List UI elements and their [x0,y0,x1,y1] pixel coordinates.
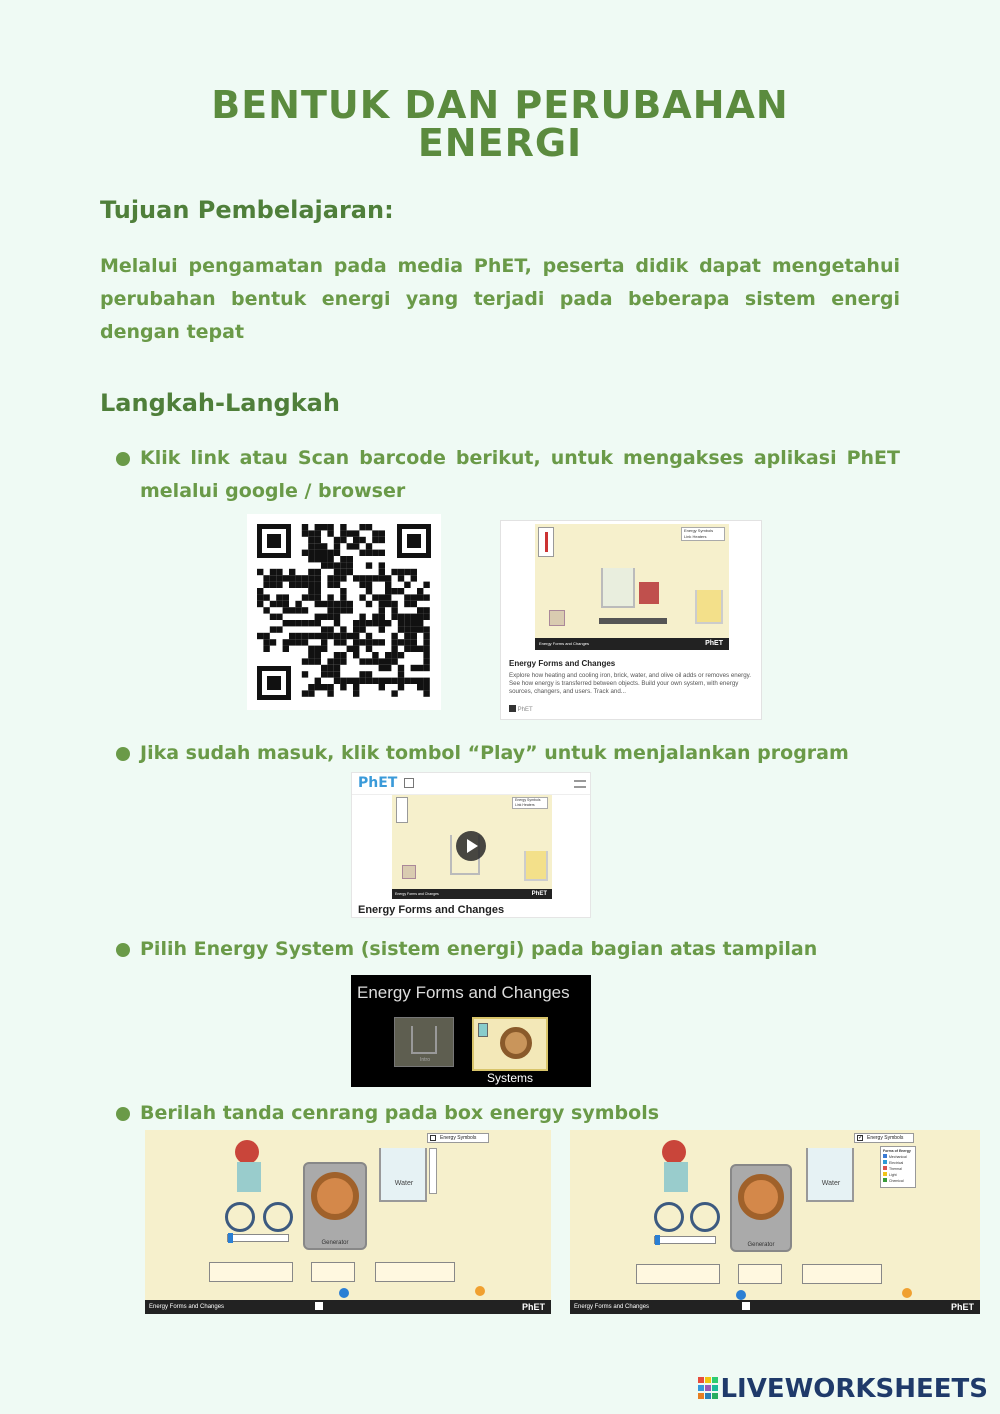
step-4-text: Berilah tanda cenrang pada box energy symbols [140,1102,660,1124]
legend-swatch [883,1178,887,1182]
sim-home-screen [351,975,591,1087]
energy-slider-thumb[interactable] [228,1233,233,1243]
generator-wheel-icon [311,1172,359,1220]
phet-play-card[interactable] [351,772,591,918]
wheel-icon [500,1027,532,1059]
intro-beaker-icon [411,1026,437,1054]
menu-icon[interactable] [574,780,586,788]
source-icon [509,705,516,712]
generator-label: Generator [747,1242,775,1248]
systems-screen-button[interactable] [472,1017,548,1071]
legend-label: Mechanical [889,1155,907,1159]
heater-shelf [599,618,667,624]
page-title [0,83,1000,165]
card-description: Explore how heating and cooling iron, brick, water, and olive oil adds or removes energy. See how energy is transferred between objects. Build your own system, with energy sources, changers, and users. Track and... [509,672,752,695]
bike-wheel-back-icon [225,1202,255,1232]
bike-wheel-front-icon [263,1202,293,1232]
legend-label: Electrical [889,1161,904,1165]
energy-symbols-label: Energy Symbols [440,1135,477,1141]
energy-symbols-panel [681,527,725,541]
bullet-3 [116,943,130,957]
systems-screenshot-unchecked [145,1130,551,1314]
generator-label: Generator [321,1240,349,1246]
bullet-4 [116,1107,130,1121]
beaker-oil [524,851,548,881]
home-icon[interactable] [742,1302,750,1310]
liveworksheets-logo[interactable] [698,1374,988,1404]
play-button[interactable] [456,831,486,861]
energy-symbols-checkbox[interactable] [854,1133,914,1143]
energy-sources-selector[interactable] [636,1264,720,1284]
energy-symbols-checkbox[interactable] [427,1133,489,1143]
card-title[interactable]: Energy Forms and Changes [509,659,616,668]
link-heaters-label: Link Heaters [684,534,707,539]
legend-swatch [883,1154,887,1158]
brick-block [639,582,659,604]
phet-bar-logo: PhET [705,640,723,647]
title-line-1: BENTUK DAN PERUBAHAN [211,83,789,127]
phet-header-logo: PhET [358,775,398,791]
sim-navbar [570,1300,980,1314]
systems-screen-label: Systems [486,1071,533,1085]
reset-button[interactable] [475,1286,485,1296]
checkbox-checked-icon: ✓ [858,1135,864,1141]
legend-swatch [883,1166,887,1170]
energy-converters-selector[interactable] [311,1262,355,1282]
energy-users-selector[interactable] [802,1264,882,1284]
link-heaters-label: Link Heaters [515,803,535,807]
legend-title: Forms of Energy [883,1149,911,1153]
forms-of-energy-legend [880,1146,916,1188]
phet-bar-logo: PhET [521,1302,545,1312]
phet-bar-logo: PhET [950,1302,974,1312]
generator-box [730,1164,792,1252]
faucet-icon [478,1023,488,1037]
generator-box [303,1162,367,1250]
card-source-label: PhET [517,707,533,713]
sim-navbar [535,638,729,650]
qr-code[interactable] [247,514,441,710]
liveworksheets-logo-text: LIVEWORKSHEETS [720,1374,988,1404]
phet-bar-logo: PhET [531,891,547,897]
reset-button[interactable] [902,1288,912,1298]
systems-screenshot-checked [570,1130,980,1314]
checkbox-empty-icon [430,1135,436,1141]
energy-slider[interactable] [654,1236,716,1244]
thermometer-icon [429,1148,437,1194]
cyclist-helmet-icon [662,1140,686,1164]
thermometer-icon [538,527,554,557]
play-icon [467,839,478,853]
phet-preview-card[interactable] [500,520,762,720]
sim-bar-label: Energy Forms and Changes [149,1304,225,1310]
intro-screen-label: Intro [419,1057,430,1063]
energy-converters-selector[interactable] [738,1264,782,1284]
bullet-2 [116,747,130,761]
home-screen-title: Energy Forms and Changes [357,983,570,1002]
energy-symbols-label: Energy Symbols [515,798,541,802]
step-3-text: Pilih Energy System (sistem energi) pada bagian atas tampilan [140,938,818,960]
beaker-oil [695,590,723,624]
water-beaker [379,1148,427,1202]
share-icon[interactable] [404,778,414,788]
energy-slider[interactable] [227,1234,289,1242]
pause-button[interactable] [736,1290,746,1300]
water-label: Water [821,1180,841,1187]
legend-label: Light [889,1173,897,1177]
step-1-text: Klik link atau Scan barcode berikut, untuk mengakses aplikasi PhET melalui google / browser [140,447,900,502]
generator-wheel-icon [738,1174,784,1220]
water-label: Water [394,1180,414,1187]
sim-preview-area [535,524,729,650]
legend-swatch [883,1160,887,1164]
energy-sources-selector[interactable] [209,1262,293,1282]
sim-bar-label: Energy Forms and Changes [574,1304,650,1310]
sim-navbar [392,889,552,899]
phet-header [352,773,591,795]
cyclist-body [237,1162,261,1192]
sim-navbar [145,1300,551,1314]
energy-symbols-label: Energy Symbols [867,1135,904,1141]
legend-label: Chemical [889,1179,904,1183]
steps-heading: Langkah-Langkah [100,389,340,417]
iron-block [402,865,416,879]
energy-symbols-panel [512,797,548,809]
legend-list [883,1154,913,1184]
energy-symbols-label: Energy Symbols [684,528,714,533]
intro-screen-button[interactable] [394,1017,454,1067]
sim-bar-label: Energy Forms and Changes [539,641,590,646]
thermometer-icon [396,797,408,823]
cyclist-helmet-icon [235,1140,259,1164]
bullet-1 [116,452,130,466]
pause-button[interactable] [339,1288,349,1298]
beaker-left [601,568,635,608]
legend-swatch [883,1172,887,1176]
play-card-caption: Energy Forms and Changes [358,904,505,916]
cyclist-body [664,1162,688,1192]
legend-item [883,1178,913,1184]
step-2-text: Jika sudah masuk, klik tombol “Play” untuk menjalankan program [140,742,849,764]
energy-slider-thumb[interactable] [655,1235,660,1245]
bike-wheel-front-icon [690,1202,720,1232]
title-line-2: ENERGI [417,121,583,165]
water-beaker [806,1148,854,1202]
qr-code-image [247,514,441,710]
card-source [509,705,533,713]
home-icon[interactable] [315,1302,323,1310]
bike-wheel-back-icon [654,1202,684,1232]
goal-text: Melalui pengamatan pada media PhET, peserta didik dapat mengetahui perubahan bentuk energi yang terjadi pada beberapa sistem energi dengan tepat [100,255,900,343]
sim-bar-label: Energy Forms and Changes [395,892,439,896]
energy-users-selector[interactable] [375,1262,455,1282]
liveworksheets-logo-icon [698,1376,718,1398]
goal-heading: Tujuan Pembelajaran: [100,196,394,224]
legend-label: Thermal [889,1167,902,1171]
iron-block [549,610,565,626]
